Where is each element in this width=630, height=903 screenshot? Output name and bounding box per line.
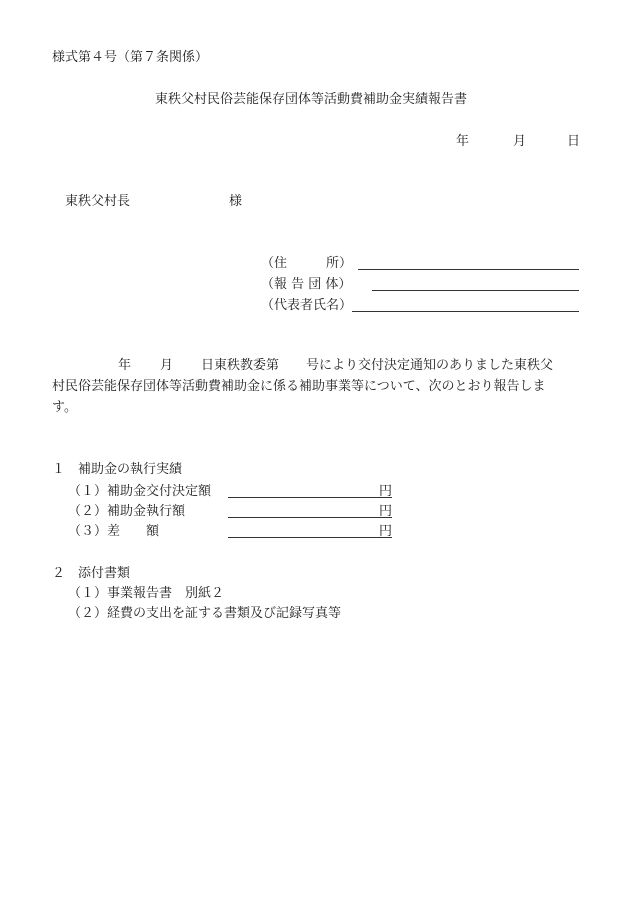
address-field[interactable]	[358, 269, 579, 270]
amount-field[interactable]	[228, 517, 392, 518]
addressee-honorific: 様	[229, 194, 243, 209]
date-year: 年	[456, 134, 470, 149]
date-month: 月	[513, 134, 527, 149]
list-item: （１）事業報告書 別紙２	[68, 586, 225, 601]
date-day: 日	[567, 134, 581, 149]
organization-field[interactable]	[372, 290, 579, 291]
item-label: （３）差 額	[68, 524, 160, 539]
section1-heading: １ 補助金の執行実績	[52, 462, 183, 477]
form-number-label: 様式第４号（第７条関係）	[52, 50, 209, 65]
representative-field[interactable]	[352, 311, 579, 312]
list-item: （２）経費の支出を証する書類及び記録写真等	[68, 606, 342, 621]
document-title: 東秩父村民俗芸能保存団体等活動費補助金実績報告書	[155, 92, 468, 107]
amount-field[interactable]	[228, 537, 392, 538]
body-line3: す。	[52, 400, 77, 415]
body-line2: 村民俗芸能保存団体等活動費補助金に係る補助事業等について、次のとおり報告しま	[52, 379, 546, 394]
body-month: 月	[160, 358, 174, 373]
body-line1-rest: 号により交付決定通知のありました東秩父	[306, 358, 554, 373]
section2-heading: ２ 添付書類	[52, 566, 131, 581]
item-label: （２）補助金執行額	[68, 504, 186, 519]
yen-unit: 円	[379, 484, 393, 499]
yen-unit: 円	[379, 504, 393, 519]
body-notice-prefix: 日東秩教委第	[201, 358, 280, 373]
body-year: 年	[118, 358, 132, 373]
addressee-name: 東秩父村長	[65, 194, 131, 209]
yen-unit: 円	[379, 524, 393, 539]
item-label: （１）補助金交付決定額	[68, 484, 212, 499]
organization-label: （報 告 団 体）	[261, 277, 352, 292]
representative-label: （代表者氏名）	[261, 298, 353, 313]
address-label: （住 所）	[261, 256, 353, 271]
amount-field[interactable]	[228, 497, 392, 498]
